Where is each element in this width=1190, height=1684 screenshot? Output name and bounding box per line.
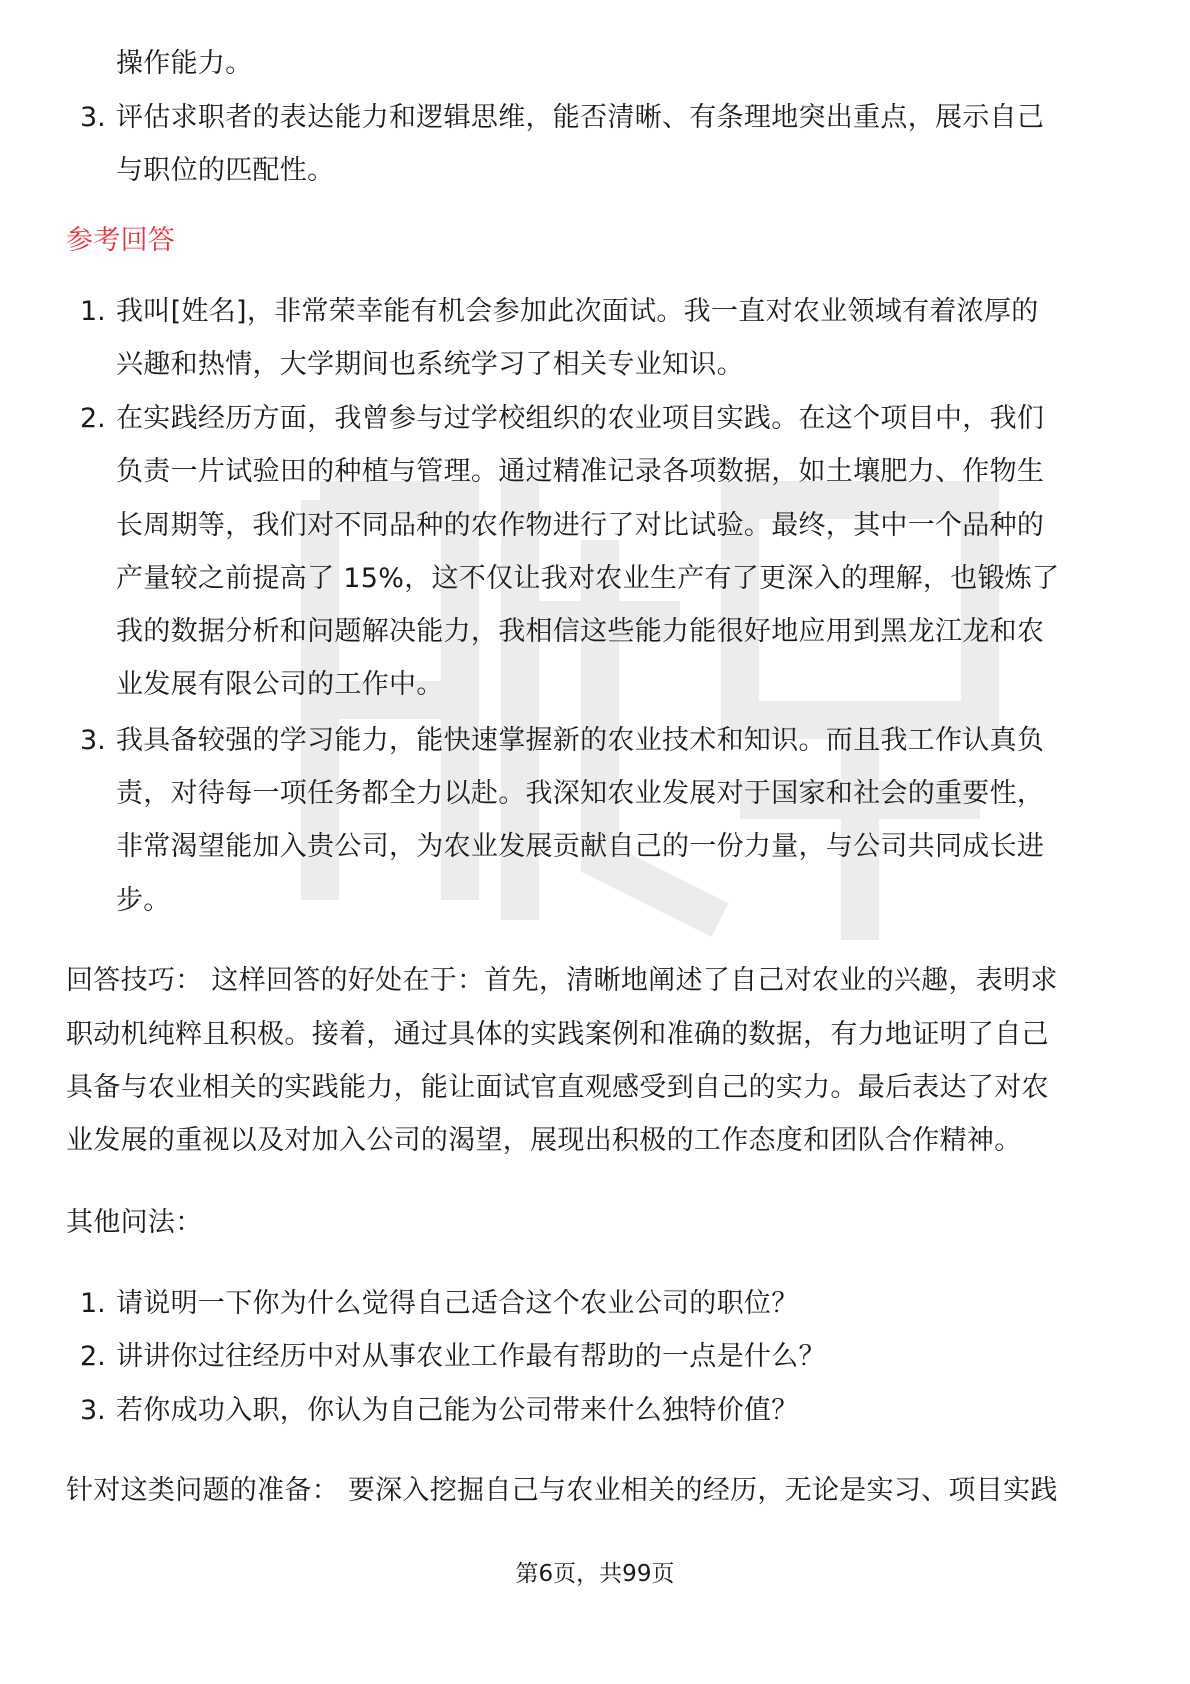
list-item-line: 步。	[116, 885, 171, 916]
tips-paragraph-line: 具备与农业相关的实践能力，能让面试官直观感受到自己的实力。最后表达了对农	[66, 1072, 1049, 1103]
list-number: 1.	[80, 296, 106, 327]
list-item-line: 评估求职者的表达能力和逻辑思维，能否清晰、有条理地突出重点，展示自己	[116, 102, 1045, 133]
list-item-line: 产量较之前提高了 15%，这不仅让我对农业生产有了更深入的理解，也锻炼了	[116, 563, 1060, 594]
tips-paragraph-line: 回答技巧： 这样回答的好处在于：首先，清晰地阐述了自己对农业的兴趣，表明求	[66, 965, 1058, 996]
list-number: 3.	[80, 725, 106, 756]
section-heading-reference: 参考回答	[66, 225, 176, 256]
list-item-line: 负责一片试验田的种植与管理。通过精准记录各项数据，如土壤肥力、作物生	[116, 456, 1045, 487]
list-item-line: 讲讲你过往经历中对从事农业工作最有帮助的一点是什么？	[116, 1341, 826, 1372]
list-item-line: 在实践经历方面，我曾参与过学校组织的农业项目实践。在这个项目中，我们	[116, 403, 1045, 434]
list-item-line: 若你成功入职，你认为自己能为公司带来什么独特价值？	[116, 1395, 799, 1426]
list-item-line: 与职位的匹配性。	[116, 155, 335, 186]
list-item-line: 我的数据分析和问题解决能力，我相信这些能力能很好地应用到黑龙江龙和农	[116, 616, 1045, 647]
tips-paragraph-line: 业发展的重视以及对加入公司的渴望，展现出积极的工作态度和团队合作精神。	[66, 1125, 1022, 1156]
prep-paragraph-line: 针对这类问题的准备： 要深入挖掘自己与农业相关的经历，无论是实习、项目实践	[66, 1475, 1058, 1506]
list-item-line: 责，对待每一项任务都全力以赴。我深知农业发展对于国家和社会的重要性，	[116, 778, 1045, 809]
page-footer: 第6页，共99页	[515, 1561, 675, 1587]
list-number: 2.	[80, 1341, 106, 1372]
list-item-line: 非常渴望能加入贵公司，为农业发展贡献自己的一份力量，与公司共同成长进	[116, 831, 1045, 862]
list-number: 3.	[80, 102, 106, 133]
section-heading-other: 其他问法：	[66, 1207, 203, 1238]
list-number: 2.	[80, 403, 106, 434]
list-number: 3.	[80, 1395, 106, 1426]
tips-paragraph-line: 职动机纯粹且积极。接着，通过具体的实践案例和准确的数据，有力地证明了自己	[66, 1019, 1049, 1050]
list-item-line: 请说明一下你为什么觉得自己适合这个农业公司的职位？	[116, 1288, 799, 1319]
list-item-line: 兴趣和热情，大学期间也系统学习了相关专业知识。	[116, 349, 744, 380]
list-item-line: 长周期等，我们对不同品种的农作物进行了对比试验。最终，其中一个品种的	[116, 510, 1045, 541]
intro-line: 操作能力。	[116, 48, 253, 79]
list-number: 1.	[80, 1288, 106, 1319]
list-item-line: 业发展有限公司的工作中。	[116, 669, 444, 700]
list-item-line: 我具备较强的学习能力，能快速掌握新的农业技术和知识。而且我工作认真负	[116, 725, 1045, 756]
list-item-line: 我叫[姓名]，非常荣幸能有机会参加此次面试。我一直对农业领域有着浓厚的	[116, 296, 1039, 327]
